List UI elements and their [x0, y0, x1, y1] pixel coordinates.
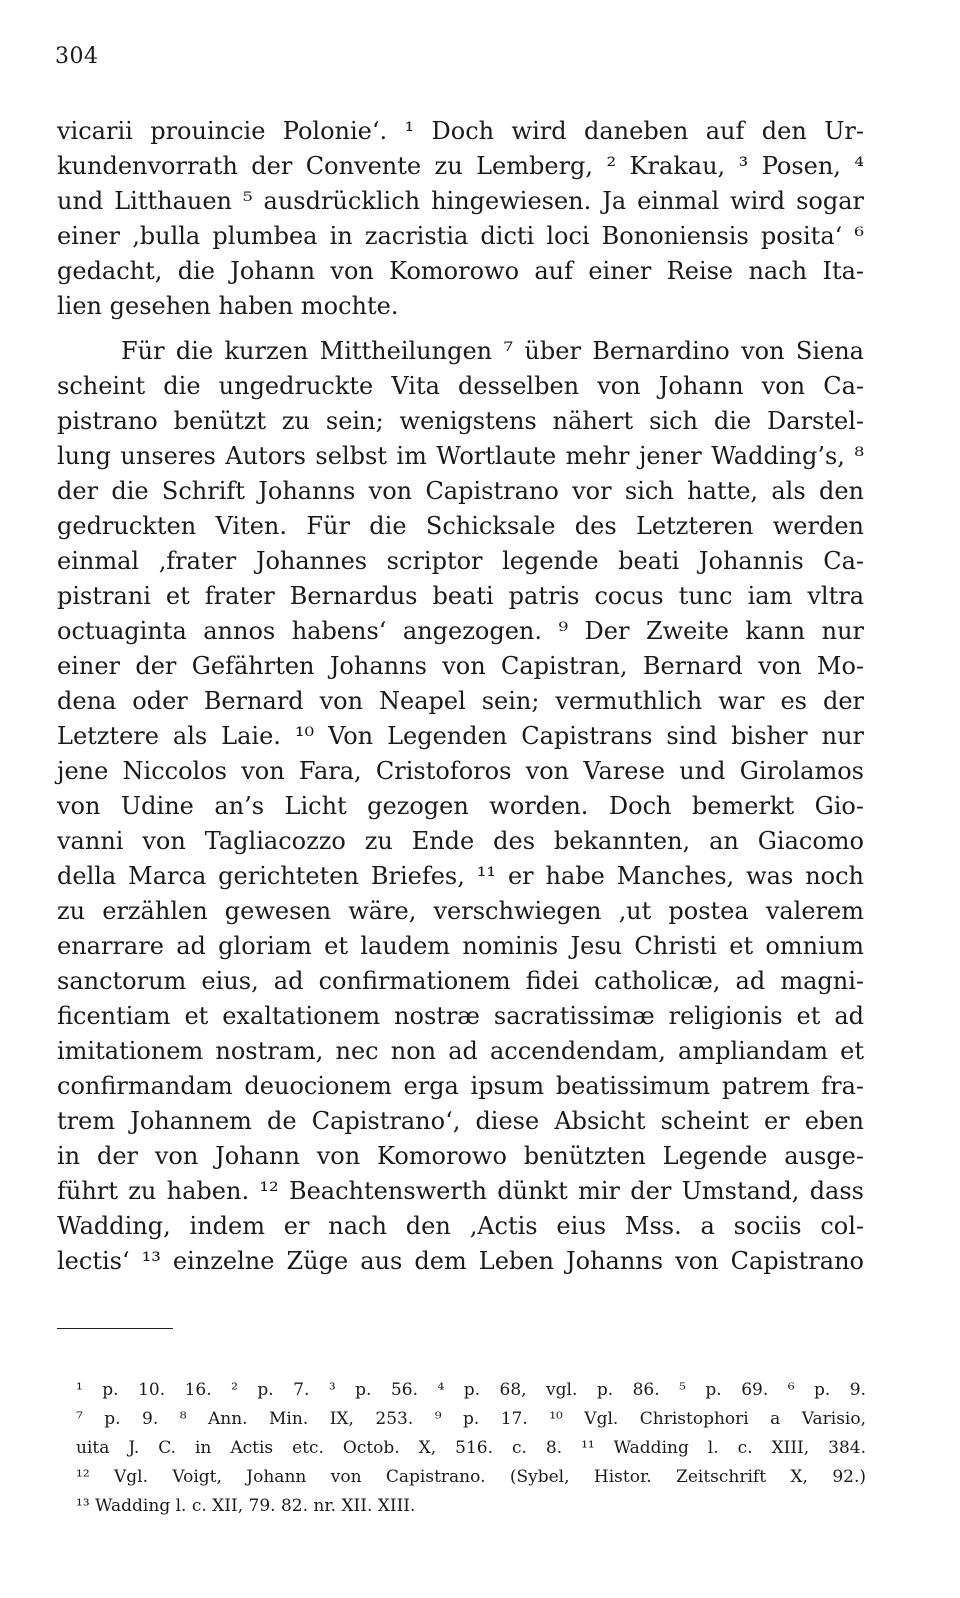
text-line: kundenvorrath der Convente zu Lemberg, ² Krakau, ³ Posen, ⁴ [57, 152, 864, 180]
text-line: ficentiam et exaltationem nostræ sacratissimæ religionis et ad [57, 1002, 864, 1030]
text-line: einer ‚bulla plumbea in zacristia dicti loci Bononiensis posita‘ ⁶ [57, 222, 864, 250]
text-line: Für die kurzen Mittheilungen ⁷ über Bernardino von Siena [121, 337, 864, 365]
text-line: pistrani et frater Bernardus beati patris cocus tunc iam vltra [57, 582, 864, 610]
text-line: in der von Johann von Komorowo benützten Legende ausge- [57, 1142, 864, 1170]
page-number: 304 [55, 44, 99, 69]
text-line: führt zu haben. ¹² Beachtenswerth dünkt mir der Umstand, dass [57, 1177, 864, 1205]
text-line: gedacht, die Johann von Komorowo auf einer Reise nach Ita- [57, 257, 864, 285]
footnote-divider [57, 1328, 173, 1329]
text-line: lung unseres Autors selbst im Wortlaute mehr jener Wadding’s, ⁸ [57, 442, 864, 470]
text-line: sanctorum eius, ad confirmationem fidei catholicæ, ad magni- [57, 967, 864, 995]
footnote-line: ¹³ Wadding l. c. XII, 79. 82. nr. XII. XIII. [76, 1496, 416, 1516]
footnote-line: ¹ p. 10. 16. ² p. 7. ³ p. 56. ⁴ p. 68, vgl. p. 86. ⁵ p. 69. ⁶ p. 9. [76, 1380, 866, 1400]
text-line: zu erzählen gewesen wäre, verschwiegen ‚ut postea valerem [57, 897, 864, 925]
text-line: von Udine an’s Licht gezogen worden. Doch bemerkt Gio- [57, 792, 864, 820]
text-line: gedruckten Viten. Für die Schicksale des Letzteren werden [57, 512, 864, 540]
footnote-line: uita J. C. in Actis etc. Octob. X, 516. c. 8. ¹¹ Wadding l. c. XIII, 384. [76, 1438, 866, 1458]
text-line: trem Johannem de Capistrano‘, diese Absicht scheint er eben [57, 1107, 864, 1135]
text-line: lien gesehen haben mochte. [57, 292, 399, 320]
text-line: Wadding, indem er nach den ‚Actis eius Mss. a sociis col- [57, 1212, 864, 1240]
text-line: pistrano benützt zu sein; wenigstens nähert sich die Darstel- [57, 407, 864, 435]
paragraph-1 [57, 114, 864, 324]
text-line: und Litthauen ⁵ ausdrücklich hingewiesen. Ja einmal wird sogar [57, 187, 864, 215]
text-line: Letztere als Laie. ¹⁰ Von Legenden Capistrans sind bisher nur [57, 722, 864, 750]
text-line: einmal ‚frater Johannes scriptor legende beati Johannis Ca- [57, 547, 864, 575]
footnote-line: ¹² Vgl. Voigt, Johann von Capistrano. (Sybel, Histor. Zeitschrift X, 92.) [76, 1467, 866, 1487]
body-text [57, 114, 864, 1279]
text-line: jene Niccolos von Fara, Cristoforos von Varese und Girolamos [57, 757, 864, 785]
footnote-line: ⁷ p. 9. ⁸ Ann. Min. IX, 253. ⁹ p. 17. ¹⁰ Vgl. Christophori a Varisio, [76, 1409, 866, 1429]
text-line: einer der Gefährten Johanns von Capistran, Bernard von Mo- [57, 652, 864, 680]
text-line: confirmandam deuocionem erga ipsum beatissimum patrem fra- [57, 1072, 864, 1100]
text-line: der die Schrift Johanns von Capistrano vor sich hatte, als den [57, 477, 864, 505]
text-line: dena oder Bernard von Neapel sein; vermuthlich war es der [57, 687, 864, 715]
text-line: enarrare ad gloriam et laudem nominis Jesu Christi et omnium [57, 932, 864, 960]
text-line: della Marca gerichteten Briefes, ¹¹ er habe Manches, was noch [57, 862, 864, 890]
text-line: imitationem nostram, nec non ad accendendam, ampliandam et [57, 1037, 864, 1065]
text-line: lectis‘ ¹³ einzelne Züge aus dem Leben Johanns von Capistrano [57, 1247, 864, 1275]
text-line: vanni von Tagliacozzo zu Ende des bekannten, an Giacomo [57, 827, 864, 855]
text-line: octuaginta annos habens‘ angezogen. ⁹ Der Zweite kann nur [57, 617, 864, 645]
text-line: vicarii prouincie Polonie‘. ¹ Doch wird daneben auf den Ur- [57, 117, 864, 145]
footnotes [76, 1376, 866, 1521]
paragraph-2 [57, 334, 864, 1279]
text-line: scheint die ungedruckte Vita desselben von Johann von Ca- [57, 372, 864, 400]
